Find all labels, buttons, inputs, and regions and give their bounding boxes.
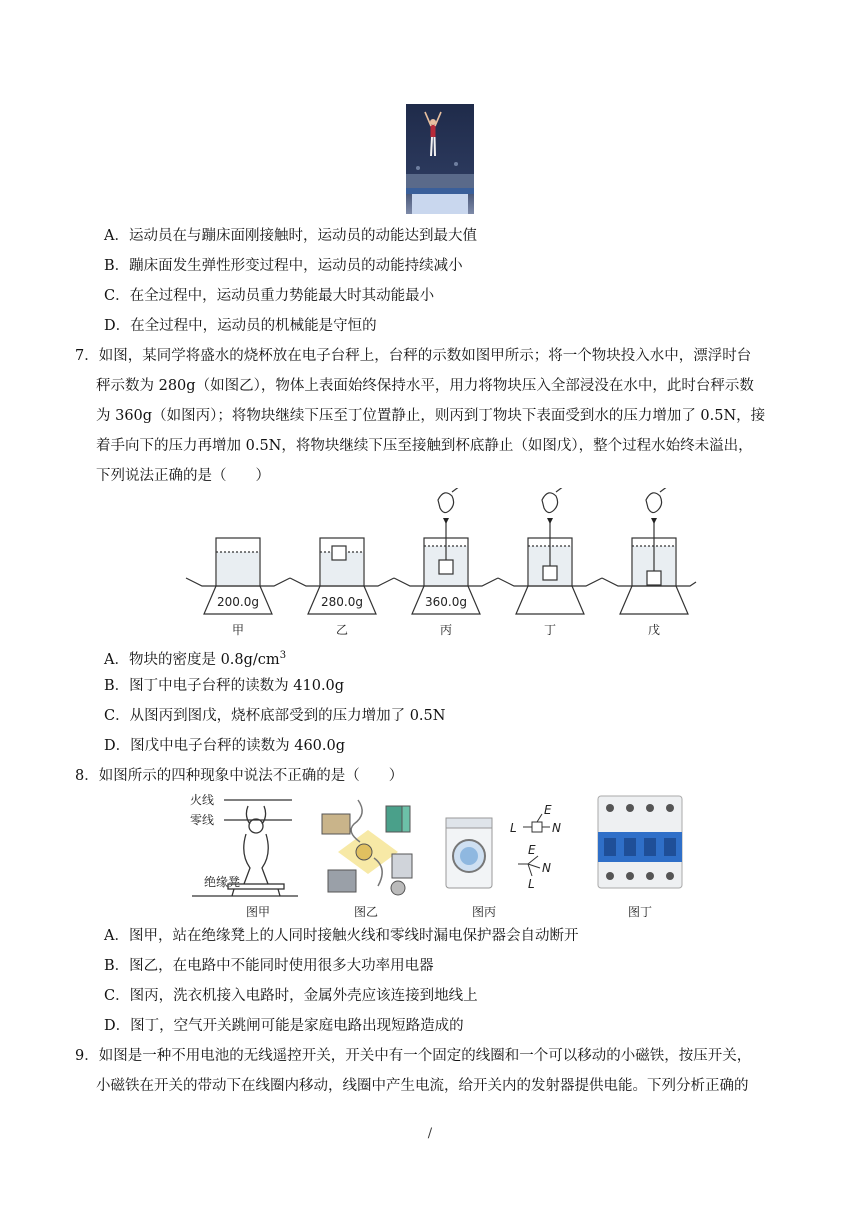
scale-reading-jia: 200.0g	[217, 595, 259, 609]
q6-option-c: C．在全过程中，运动员重力势能最大时其动能最小	[104, 288, 435, 304]
q7-option-c: C．从图丙到图戊，烧杯底部受到的压力增加了 0.5N	[104, 708, 446, 724]
q8-option-d: D．图丁，空气开关跳闸可能是家庭电路出现短路造成的	[104, 1018, 464, 1034]
q9-stem-line-1: 9．如图是一种不用电池的无线遥控开关，开关中有一个固定的线圈和一个可以移动的小磁铁，按压开关，	[75, 1048, 752, 1064]
q7-stem-line-2: 秤示数为 280g（如图乙），物体上表面始终保持水平，用力将物块压入全部浸没在水中，此时台秤示数	[96, 378, 754, 394]
q7-stem-line-3: 为 360g（如图丙）；将物块继续下压至丁位置静止，则丙到丁物块下表面受到水的压力增加了 0.5N，接	[96, 408, 766, 424]
plug-label-l-top: L	[510, 821, 517, 835]
plug-label-e-top: E	[544, 803, 552, 817]
neutral-wire-label: 零线	[190, 813, 215, 827]
scale-reading-yi: 280.0g	[321, 595, 363, 609]
caption-tu-yi: 图乙	[353, 905, 379, 919]
trampoline-photo	[406, 104, 474, 214]
q7-option-a	[104, 646, 286, 670]
scale-wu	[602, 488, 696, 614]
q8-option-b: B．图乙，在电路中不能同时使用很多大功率用电器	[104, 958, 434, 974]
caption-wu: 戊	[647, 623, 661, 637]
page-footer: /	[427, 1126, 433, 1141]
plug-label-l-bottom: L	[528, 877, 535, 891]
q6-option-d: D．在全过程中，运动员的机械能是守恒的	[104, 318, 377, 334]
q6-option-a: A．运动员在与蹦床面刚接触时，运动员的动能达到最大值	[104, 228, 477, 244]
q7-option-a-superscript: 3	[279, 650, 287, 661]
caption-yi: 乙	[335, 623, 349, 637]
q7-beaker-scale-figure	[180, 488, 700, 640]
caption-tu-ding: 图丁	[627, 905, 653, 919]
q7-stem-line-4: 着手向下的压力再增加 0.5N，将物块继续下压至接触到杯底静止（如图戊），整个过程水始终未溢出，	[96, 438, 753, 454]
figure-ding	[598, 796, 682, 888]
q8-stem: 8．如图所示的四种现象中说法不正确的是（ ）	[75, 768, 404, 784]
figure-yi	[322, 800, 412, 895]
q7-option-d: D．图戊中电子台秤的读数为 460.0g	[104, 738, 346, 754]
caption-tu-bing: 图丙	[471, 905, 497, 919]
caption-ding: 丁	[543, 623, 557, 637]
q6-option-b: B．蹦床面发生弹性形变过程中，运动员的动能持续减小	[104, 258, 463, 274]
q7-stem-line-1: 7．如图，某同学将盛水的烧杯放在电子台秤上，台秤的示数如图甲所示；将一个物块投入水中，漂浮时台	[75, 348, 752, 364]
q8-option-a: A．图甲，站在绝缘凳上的人同时接触火线和零线时漏电保护器会自动断开	[104, 928, 579, 944]
caption-bing: 丙	[439, 623, 453, 637]
caption-jia: 甲	[231, 623, 245, 637]
q8-option-c: C．图丙，洗衣机接入电路时，金属外壳应该连接到地线上	[104, 988, 478, 1004]
q8-figure	[188, 792, 688, 922]
plug-label-n-top: N	[552, 821, 561, 835]
q7-stem-line-5: 下列说法正确的是（ ）	[96, 468, 270, 484]
q7-option-a-text: A．物块的密度是 0.8g/cm	[104, 651, 280, 668]
stool-label: 绝缘凳	[204, 875, 241, 889]
caption-tu-jia: 图甲	[245, 905, 271, 919]
scale-reading-bing: 360.0g	[425, 595, 467, 609]
plug-label-n-bottom: N	[542, 861, 551, 875]
plug-label-e-bottom: E	[528, 843, 536, 857]
q7-option-b: B．图丁中电子台秤的读数为 410.0g	[104, 678, 345, 694]
scale-ding	[498, 488, 602, 614]
live-wire-label: 火线	[190, 793, 215, 807]
q9-stem-line-2: 小磁铁在开关的带动下在线圈内移动，线圈中产生电流，给开关内的发射器提供电能。下列分析正确的	[96, 1078, 749, 1094]
